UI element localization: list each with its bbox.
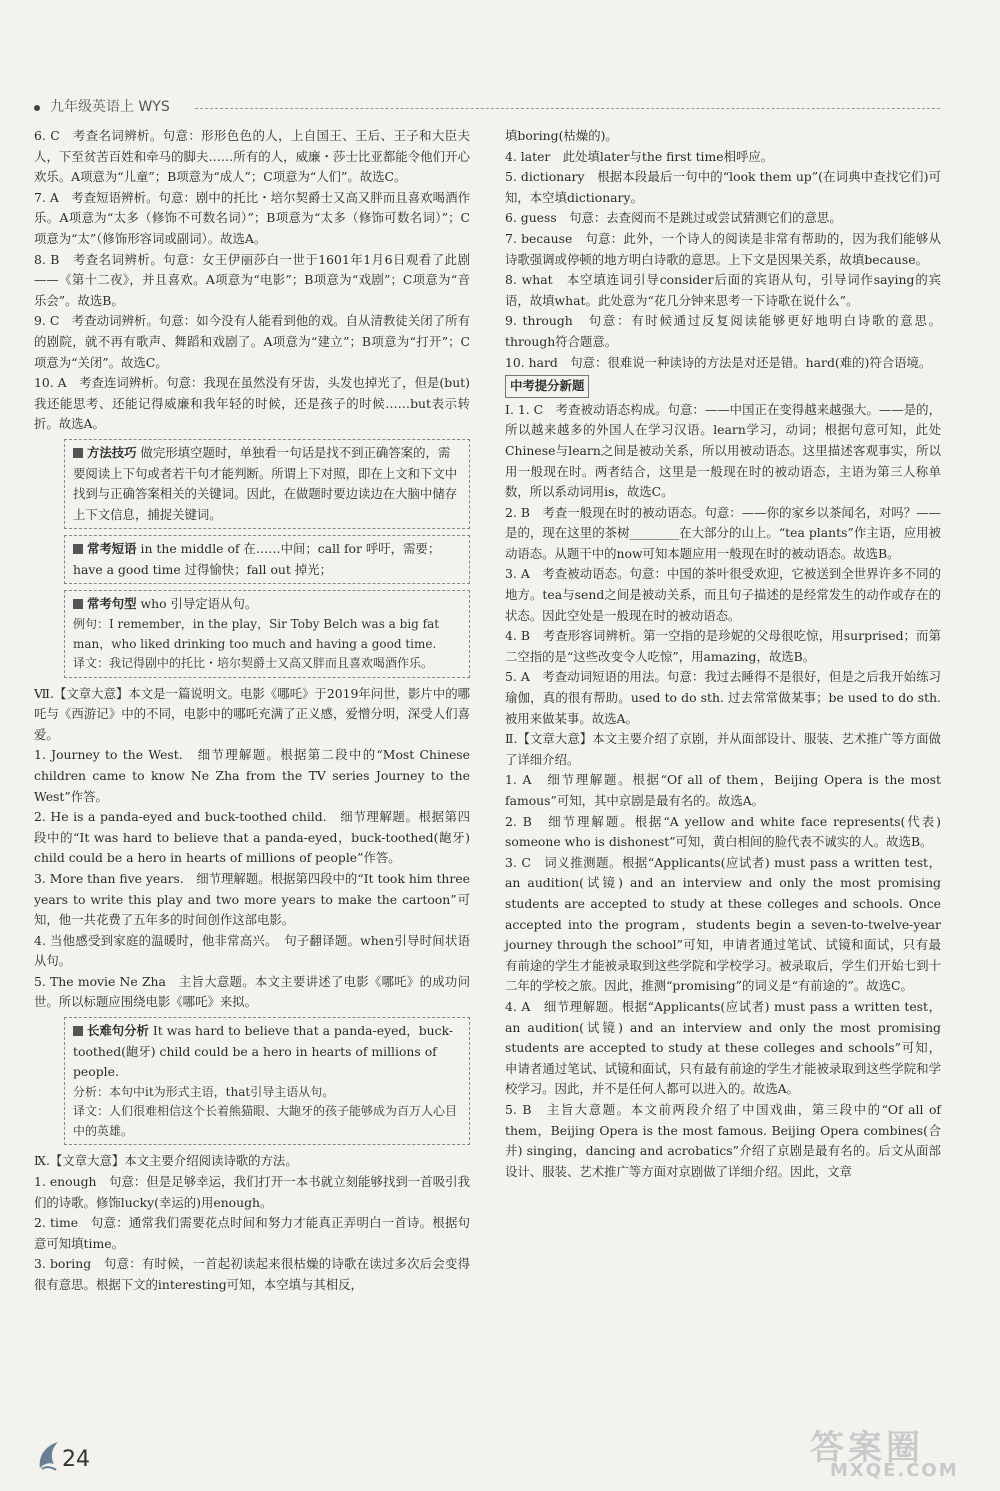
tip-text: 做完形填空题时，单独看一句话是找不到正确答案的，需要阅读上下句或者若干句才能判断。所谓上下对照，即在上文和下文中找到与正确答案相关的关键词。因此，在做题时要边读边在大脑中储存上下文信息，捕捉关键词。	[73, 444, 458, 522]
answer-item: 4. A 细节理解题。根据“Applicants(应试者) must pass a written test，an audition(试镜) and an interview and only the most promising students are accepted to study at these colleges and schools”可知，申请者通过笔试、试镜和面试，只有最有前途的学生才能被录取到这些学院和学校学习。因此，并不是任何人都可以进入的。故选A。	[505, 998, 941, 1097]
header-rule	[195, 108, 940, 109]
answer-item: 6. C 考查名词辨析。句意：形形色色的人，上自国王、王后、王子和大臣夫人，下至贫苦百姓和牵马的脚夫……所有的人，威廉・莎士比亚都能令他们开心欢乐。A项意为“儿童”；B项意为“成人”；C项意为“人们”。故选C。	[34, 128, 470, 185]
answer-item: 3. C 词义推测题。根据“Applicants(应试者) must pass a written test，an audition(试镜) and an interview and only the most promising students are accepted to study at these colleges and schools. Once accepted into the program，students begin a seven-to-twelve-year journey through the school”可知，申请者通过笔试、试镜和面试，只有最有前途的学生才能被录取到这些学院和学校学习。被录取后，学生们开始七到十二年的学校之旅。因此，推测“promising”的词义是“有前途的”。故选C。	[505, 854, 941, 994]
watermark-url: MXQE.COM	[830, 1460, 959, 1481]
answer-item: 填boring(枯燥的)。	[505, 128, 618, 143]
tip-tag: 常考短语	[73, 541, 137, 556]
answer-item: 3. A 考查被动语态。句意：中国的茶叶很受欢迎，它被送到全世界许多不同的地方。tea与send之间是被动关系，而且句子描述的是经常发生的动作或存在的状态。因此空处是一般现在时的被动语态。	[505, 566, 941, 623]
answer-item: 4. later 此处填later与the first time相呼应。	[505, 148, 774, 164]
tip-translation: 译文：人们很难相信这个长着熊猫眼、大龅牙的孩子能够成为百万人心目中的英雄。	[73, 1104, 458, 1138]
watermark-text: 答案圈	[810, 1428, 924, 1468]
tip-box-sentence	[64, 590, 470, 677]
tip-example: 例句：I remember，in the play，Sir Toby Belch was a big fat man，who liked drinking too much and having a good time.	[73, 617, 440, 651]
tip-tag: 常考句型	[73, 596, 137, 611]
answer-item: 3. More than five years. 细节理解题。根据第四段中的“It took him three years to write this play and two more years to make the cartoon”可知，他一共花费了五年多的时间创作这部电影。	[34, 870, 470, 928]
answer-item: 5. dictionary 根据本段最后一句中的“look them up”(在词典中查找它们)可知，本空填dictionary。	[505, 169, 941, 205]
answer-item: 10. A 考查连词辨析。句意：我现在虽然没有牙齿，头发也掉光了，但是(but)我还能思考、还能记得威廉和我年轻的时候，还是孩子的时候……but表示转折。故选A。	[34, 375, 470, 432]
answer-item: 4. B 考查形容词辨析。第一空指的是珍妮的父母很吃惊，用surprised；而第二空指的是“这些改变令人吃惊”，用amazing，故选B。	[505, 628, 941, 664]
tip-text: in the middle of 在……中间；call for 呼吁，需要；have a good time 过得愉快；fall out 掉光；	[73, 541, 441, 577]
answer-item: 9. C 考查动词辨析。句意：如今没有人能看到他的戏。自从清教徒关闭了所有的剧院，就不再有歌声、舞蹈和戏剧了。A项意为“建立”；B项意为“打开”；C项意为“关闭”。故选C。	[34, 313, 470, 370]
page-number: 24	[62, 1447, 90, 1472]
answer-item: 7. A 考查短语辨析。句意：剧中的托比・培尔契爵士又高又胖而且喜欢喝酒作乐。A项意为“太多（修饰不可数名词）”；B项意为“太多（修饰可数名词）”；C项意为“太”（修饰形容词或副词）。故选A。	[34, 189, 470, 246]
page-header	[30, 96, 940, 122]
tip-text: who 引导定语从句。	[140, 596, 258, 612]
answer-item: 10. hard 句意：很难说一种读诗的方法是对还是错。hard(难的)符合语境。	[505, 354, 932, 370]
tip-analysis: 分析：本句中it为形式主语，that引导主语从句。	[73, 1084, 335, 1099]
watermark	[800, 1420, 980, 1484]
answer-item: 5. B 主旨大意题。本文前两段介绍了中国戏曲，第三段中的“Of all of them，Beijing Opera is the most famous. Beijing Opera combines(合并) singing，dancing and acrobatics”介绍了京剧是最有名的。后文从面部设计、服装、艺术推广等方面对京剧做了详细介绍。因此，文章	[505, 1101, 941, 1179]
answer-item: 2. B 细节理解题。根据“A yellow and white face represents(代表) someone who is dishonest”可知，黄白相间的脸代表不诚实的人。故选B。	[505, 813, 941, 850]
right-column	[505, 126, 941, 1182]
section-tag-new-questions: 中考提分新题	[505, 375, 589, 398]
tip-box-method	[64, 439, 470, 529]
header-title: 九年级英语上 WYS	[50, 99, 170, 115]
dolphin-icon	[36, 1438, 62, 1472]
answer-item: 3. boring 句意：有时候，一首起初读起来很枯燥的诗歌在读过多次后会变得很有意思。根据下文的interesting可知，本空填与其相反，	[34, 1256, 470, 1292]
answer-item: 6. guess 句意：去查阅而不是跳过或尝试猜测它们的意思。	[505, 210, 842, 226]
tip-tag: 方法技巧	[73, 445, 137, 460]
answer-item: 1. A 细节理解题。根据“Of all of them，Beijing Opera is the most famous”可知，其中京剧是最有名的。故选A。	[505, 772, 941, 808]
answer-item: 5. A 考查动词短语的用法。句意：我过去睡得不是很好，但是之后我开始练习瑜伽，真的很有帮助。used to do sth. 过去常常做某事；be used to do sth. 被用来做某事。故选A。	[505, 669, 941, 726]
answer-item: 8. B 考查名词辨析。句意：女王伊丽莎白一世于1601年1月6日观看了此剧——《第十二夜》，并且喜欢。A项意为“电影”；B项意为“戏剧”；C项意为“音乐会”。故选B。	[34, 251, 470, 308]
answer-item: 1. Journey to the West. 细节理解题。根据第二段中的“Most Chinese children came to know Ne Zha from the TV series Journey to the West”作答。	[34, 747, 470, 804]
section-intro: Ⅱ.【文章大意】本文主要介绍了京剧，并从面部设计、服装、艺术推广等方面做了详细介绍。	[505, 731, 941, 767]
answer-item: 2. He is a panda-eyed and buck-toothed child. 细节理解题。根据第四段中的“It was hard to believe that a panda-eyed，buck-toothed(龅牙) child could be a hero in hearts of millions of people”作答。	[34, 809, 470, 866]
tip-box-phrases	[64, 535, 470, 584]
left-column	[34, 126, 470, 1296]
bullet-icon	[34, 105, 40, 111]
section-intro: Ⅸ.【文章大意】本文主要介绍阅读诗歌的方法。	[34, 1153, 298, 1169]
answer-item: Ⅰ. 1. C 考查被动语态构成。句意：——中国正在变得越来越强大。——是的，所以越来越多的外国人在学习汉语。learn学习，动词；根据句意可知，此处Chinese与learn之间是被动关系，所以用被动语态。这里描述客观事实，所以用一般现在时。两者结合，这里是一般现在时的被动语态，主语为第三人称单数，所以系动词用is，故选C。	[505, 401, 941, 500]
tip-text: It was hard to believe that a panda-eyed，buck-toothed(龅牙) child could be a hero in hearts of millions of people.	[73, 1023, 454, 1080]
answer-item: 2. time 句意：通常我们需要花点时间和努力才能真正弄明白一首诗。根据句意可知填time。	[34, 1215, 470, 1251]
answer-item: 1. enough 句意：但是足够幸运，我们打开一本书就立刻能够找到一首吸引我们的诗歌。修饰lucky(幸运的)用enough。	[34, 1173, 470, 1210]
answer-item: 4. 当他感受到家庭的温暖时，他非常高兴。 句子翻译题。when引导时间状语从句。	[34, 932, 470, 969]
answer-item: 5. The movie Ne Zha 主旨大意题。本文主要讲述了电影《哪吒》的成功问世。所以标题应围绕电影《哪吒》来拟。	[34, 973, 470, 1010]
answer-item: 2. B 考查一般现在时的被动语态。句意：——你的家乡以茶闻名，对吗？——是的，现在这里的茶树________在大部分的山上。“tea plants”作主语，应用被动语态。从题干中的now可知本题应用一般现在时的被动语态。故选B。	[505, 504, 941, 561]
answer-item: 8. what 本空填连词引导consider后面的宾语从句，引导词作saying的宾语，故填what。此处意为“花几分钟来思考一下诗歌在说什么”。	[505, 272, 941, 308]
answer-item: 7. because 句意：此外，一个诗人的阅读是非常有帮助的，因为我们能够从诗歌强调或停顿的地方明白诗歌的意思。上下文是因果关系，故填because。	[505, 230, 941, 267]
tip-translation: 译文：我记得剧中的托比・培尔契爵士又高又胖而且喜欢喝酒作乐。	[73, 656, 434, 671]
section-intro: Ⅶ.【文章大意】本文是一篇说明文。电影《哪吒》于2019年问世，影片中的哪吒与《西游记》中的不同，电影中的哪吒充满了正义感，爱憎分明，深受人们喜爱。	[34, 685, 470, 742]
tip-box-long-sentence	[64, 1017, 470, 1145]
answer-item: 9. through 句意：有时候通过反复阅读能够更好地明白诗歌的意思。through符合题意。	[505, 313, 941, 349]
tip-tag: 长难句分析	[73, 1023, 149, 1038]
